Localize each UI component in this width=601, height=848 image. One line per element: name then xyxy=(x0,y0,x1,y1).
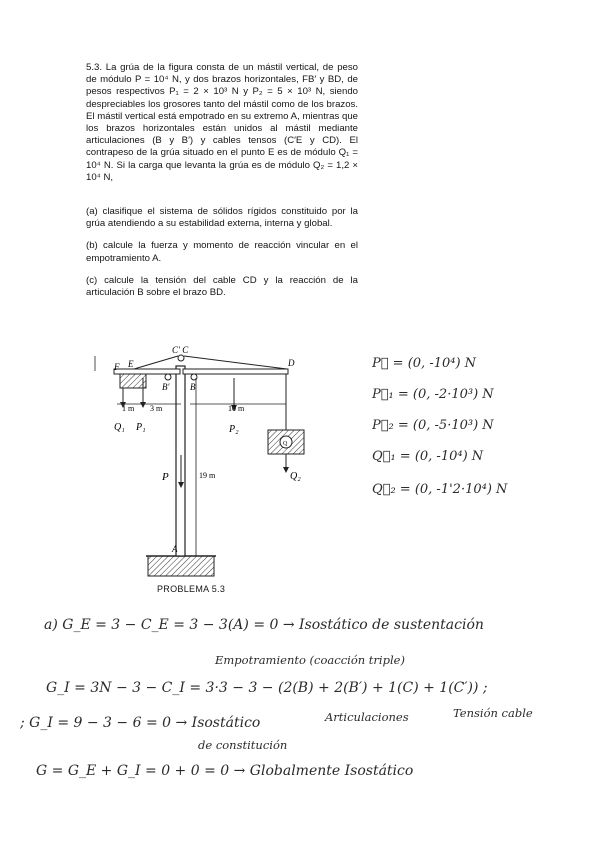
handwritten-vector-q1: Q⃗₁ = (0, -10⁴) N xyxy=(372,449,484,464)
label-dim-3m: 3 m xyxy=(150,404,163,413)
handwritten-note-constitucion: de constitución xyxy=(198,738,288,752)
arm-fb-prime xyxy=(114,369,180,374)
label-q2: Q₂ xyxy=(290,471,301,482)
handwritten-line-gi: G_I = 3N − 3 − C_I = 3·3 − 3 − (2(B) + 2(B′) + 1(C) + 1(C′)) ; xyxy=(46,680,488,696)
handwritten-note-empotramiento: Empotramiento (coacción triple) xyxy=(215,653,405,667)
pulley-c xyxy=(178,355,184,361)
problem-part-b: (b) calcule la fuerza y momento de reacción vincular en el empotramiento A. xyxy=(86,240,358,264)
label-load-q: Q xyxy=(283,441,288,447)
handwritten-note-articulaciones: Articulaciones xyxy=(325,710,409,724)
handwritten-line-g3: ; G_I = 9 − 3 − 6 = 0 → Isostático xyxy=(20,715,261,731)
handwritten-vector-p2: P⃗₂ = (0, -5·10³) N xyxy=(372,418,494,433)
figure-caption: PROBLEMA 5.3 xyxy=(157,584,226,594)
label-dim-10m: 10 m xyxy=(228,404,245,413)
handwritten-vector-p1: P⃗₁ = (0, -2·10³) N xyxy=(372,387,494,402)
problem-part-a: (a) clasifique el sistema de sólidos rígidos constituido por la grúa atendiendo a su estabilidad externa, interna y global. xyxy=(86,206,358,230)
label-dim-19m: 19 m xyxy=(199,471,216,480)
label-c-prime-c: C′ C xyxy=(172,345,189,355)
ground-base xyxy=(148,556,214,576)
handwritten-line-a: a) G_E = 3 − C_E = 3 − 3(A) = 0 → Isostático de sustentación xyxy=(44,617,484,633)
arm-bd xyxy=(183,369,288,374)
counterweight-e xyxy=(120,374,146,388)
cable-cd xyxy=(184,356,287,369)
label-q1: Q₁ xyxy=(114,422,125,433)
label-b-prime: B′ xyxy=(162,382,170,392)
problem-statement: 5.3. La grúa de la figura consta de un mástil vertical, de peso de módulo P = 10⁴ N, y dos brazos horizontales, FB′ y BD, de pesos respectivos P₁ = 2 × 10³ N y P₂ = 5 × 10³ N, siendo despreciables los grosores tanto del mástil como de los brazos. El mástil vertical está empotrado en su extremo A, mientras que los brazos horizontales están unidos al mástil mediante articulaciones (B y B′) y cables tensos (C′E y CD). El contrapeso de la grúa situado en el punto E es de módulo Q₁ = 10⁴ N. Si la carga que levanta la grúa es de módulo Q₂ = 1,2 × 10⁴ N, xyxy=(86,62,358,183)
handwritten-vector-q2: Q⃗₂ = (0, -1'2·10⁴) N xyxy=(372,482,508,497)
label-p1: P₁ xyxy=(136,422,146,433)
joint-b-prime xyxy=(165,374,171,380)
label-b: B xyxy=(190,382,196,392)
label-e: E xyxy=(128,359,134,369)
label-p: P xyxy=(162,471,169,483)
label-dim-1m: 1 m xyxy=(122,404,135,413)
cable-c-prime-e xyxy=(134,356,178,369)
handwritten-line-global: G = G_E + G_I = 0 + 0 = 0 → Globalmente Isostático xyxy=(36,763,414,779)
handwritten-vector-p: P⃗ = (0, -10⁴) N xyxy=(372,356,477,371)
label-a: A xyxy=(172,544,178,554)
label-f: F xyxy=(114,362,120,372)
handwritten-note-tension: Tensión cable xyxy=(453,706,533,720)
label-d: D xyxy=(288,358,295,368)
label-p2: P₂ xyxy=(229,424,239,435)
problem-part-c: (c) calcule la tensión del cable CD y la reacción de la articulación B sobre el brazo BD. xyxy=(86,274,358,299)
